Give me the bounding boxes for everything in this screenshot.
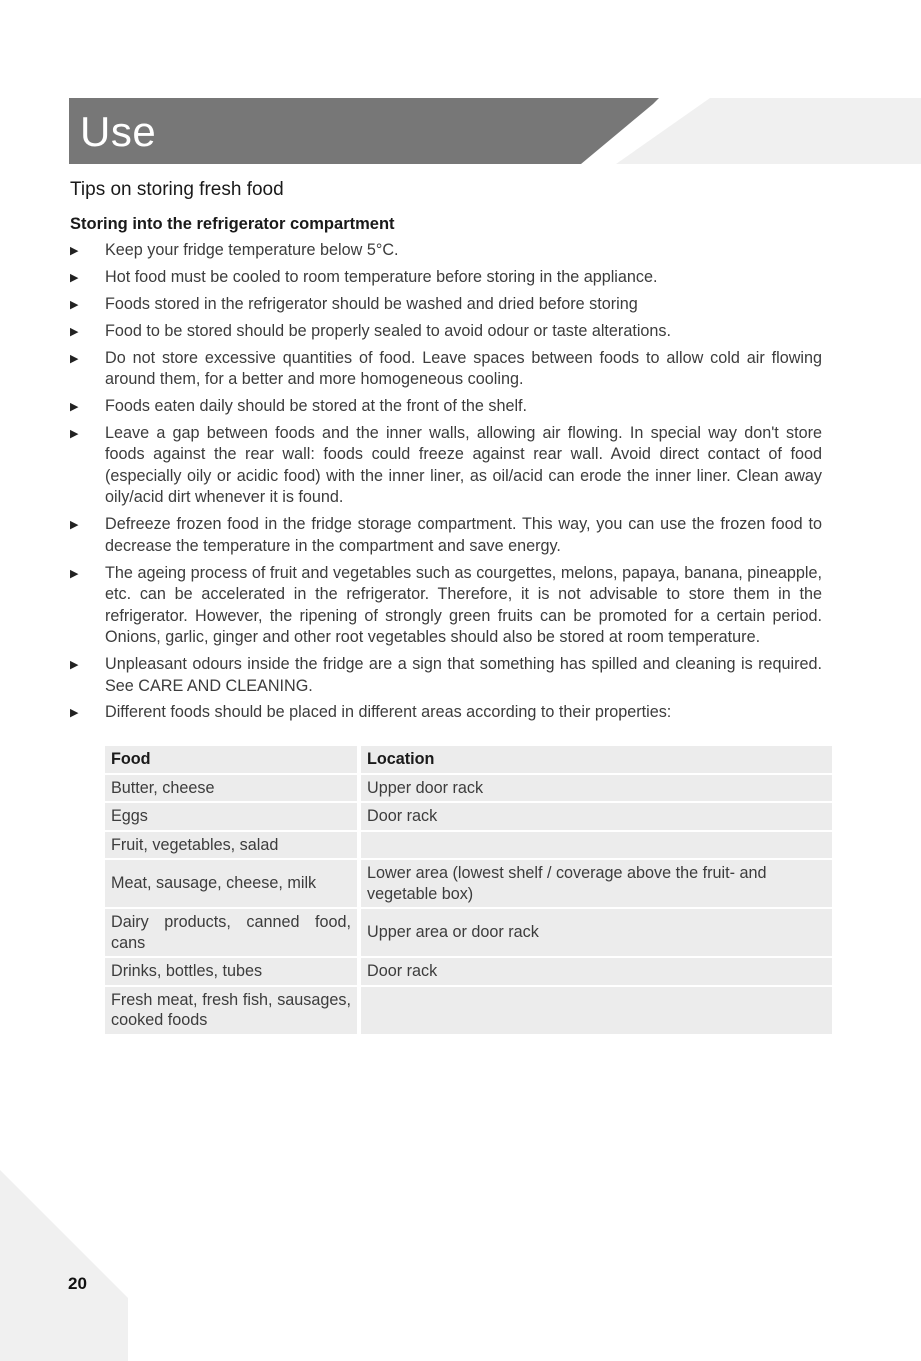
tip-text: Hot food must be cooled to room temperature before storing in the appliance. (105, 267, 658, 286)
table-header-location: Location (361, 746, 832, 773)
bullet-icon: ▶ (70, 325, 79, 338)
food-cell: Fresh meat, fresh fish, sausages, cooked foods (105, 987, 361, 1034)
bullet-icon: ▶ (70, 707, 79, 720)
title-banner (69, 98, 659, 164)
bullet-icon: ▶ (70, 659, 79, 672)
table-row (105, 909, 832, 956)
list-item (70, 240, 822, 262)
bullet-icon: ▶ (70, 298, 79, 311)
food-cell: Meat, sausage, cheese, milk (105, 860, 361, 907)
food-cell: Drinks, bottles, tubes (105, 958, 361, 985)
bullet-icon: ▶ (70, 519, 79, 532)
tip-text: Keep your fridge temperature below 5°C. (105, 241, 399, 259)
tip-text: The ageing process of fruit and vegetables such as courgettes, melons, papaya, banana, pineapple, etc. can be accelerated in the refrigerator. Therefore, it is not advisable to store them in the refrigerator. However, the ripening of strongly green fruits can be promoted for a certain period. Onions, garlic, ginger and other root vegetables should also be stored at room temperature. (105, 563, 822, 647)
list-item (70, 702, 822, 724)
list-item (70, 423, 822, 509)
bullet-icon: ▶ (70, 352, 79, 365)
bullet-icon: ▶ (70, 245, 79, 257)
food-cell: Butter, cheese (105, 775, 361, 802)
location-cell: Upper door rack (361, 775, 832, 802)
tip-text: Unpleasant odours inside the fridge are a sign that something has spilled and cleaning is required. See CARE AND CLEANING. (105, 655, 822, 695)
list-item (70, 294, 822, 316)
list-item (70, 321, 822, 343)
list-item (70, 514, 822, 557)
tip-text: Food to be stored should be properly sealed to avoid odour or taste alterations. (105, 321, 672, 340)
bullet-icon: ▶ (70, 567, 79, 580)
tips-list (70, 240, 822, 729)
table-header-food: Food (105, 746, 361, 773)
bullet-icon: ▶ (70, 400, 79, 413)
page-title: Use (80, 108, 157, 155)
location-cell: Door rack (361, 803, 832, 830)
table-row (105, 832, 832, 859)
tip-text: Do not store excessive quantities of food. Leave spaces between foods to allow cold air flowing around them, for a better and more homogeneous cooling. (105, 348, 822, 389)
list-item (70, 563, 822, 649)
page-number: 20 (68, 1274, 87, 1293)
tip-text: Leave a gap between foods and the inner walls, allowing air flowing. In special way don't store foods against the rear wall: foods could freeze against rear wall. Avoid direct contact of food (especially oily or acidic food) with the inner liner, as oil/acid can erode the inner liner. Clean away oily/acid dirt whenever it is found. (105, 423, 822, 507)
list-item (70, 396, 822, 418)
location-cell (361, 987, 832, 1034)
location-cell: Upper area or door rack (361, 909, 832, 956)
tip-text: Defreeze frozen food in the fridge storage compartment. This way, you can use the frozen food to decrease the temperature in the compartment and save energy. (105, 515, 822, 555)
list-item (70, 267, 822, 289)
footer-corner-decoration (0, 1170, 130, 1361)
bullet-icon: ▶ (70, 427, 79, 440)
table-row (105, 803, 832, 830)
table-row (105, 860, 832, 907)
location-cell (361, 832, 832, 859)
table-row (105, 775, 832, 802)
location-cell: Door rack (361, 958, 832, 985)
table-row (105, 958, 832, 985)
list-item (70, 348, 822, 391)
food-cell: Dairy products, canned food, cans (105, 909, 361, 956)
location-cell: Lower area (lowest shelf / coverage above the fruit- and vegetable box) (361, 860, 832, 907)
list-item (70, 654, 822, 697)
tip-text: Foods stored in the refrigerator should be washed and dried before storing (105, 294, 638, 313)
food-cell: Fruit, vegetables, salad (105, 832, 361, 859)
tip-text: Different foods should be placed in different areas according to their properties: (105, 703, 672, 722)
section-heading: Tips on storing fresh food (70, 179, 284, 200)
bullet-icon: ▶ (70, 271, 79, 284)
table-header-row (105, 746, 832, 773)
food-storage-table (105, 744, 832, 1036)
tip-text: Foods eaten daily should be stored at the front of the shelf. (105, 396, 528, 415)
table-row (105, 987, 832, 1034)
subheading: Storing into the refrigerator compartment (70, 215, 395, 233)
food-cell: Eggs (105, 803, 361, 830)
